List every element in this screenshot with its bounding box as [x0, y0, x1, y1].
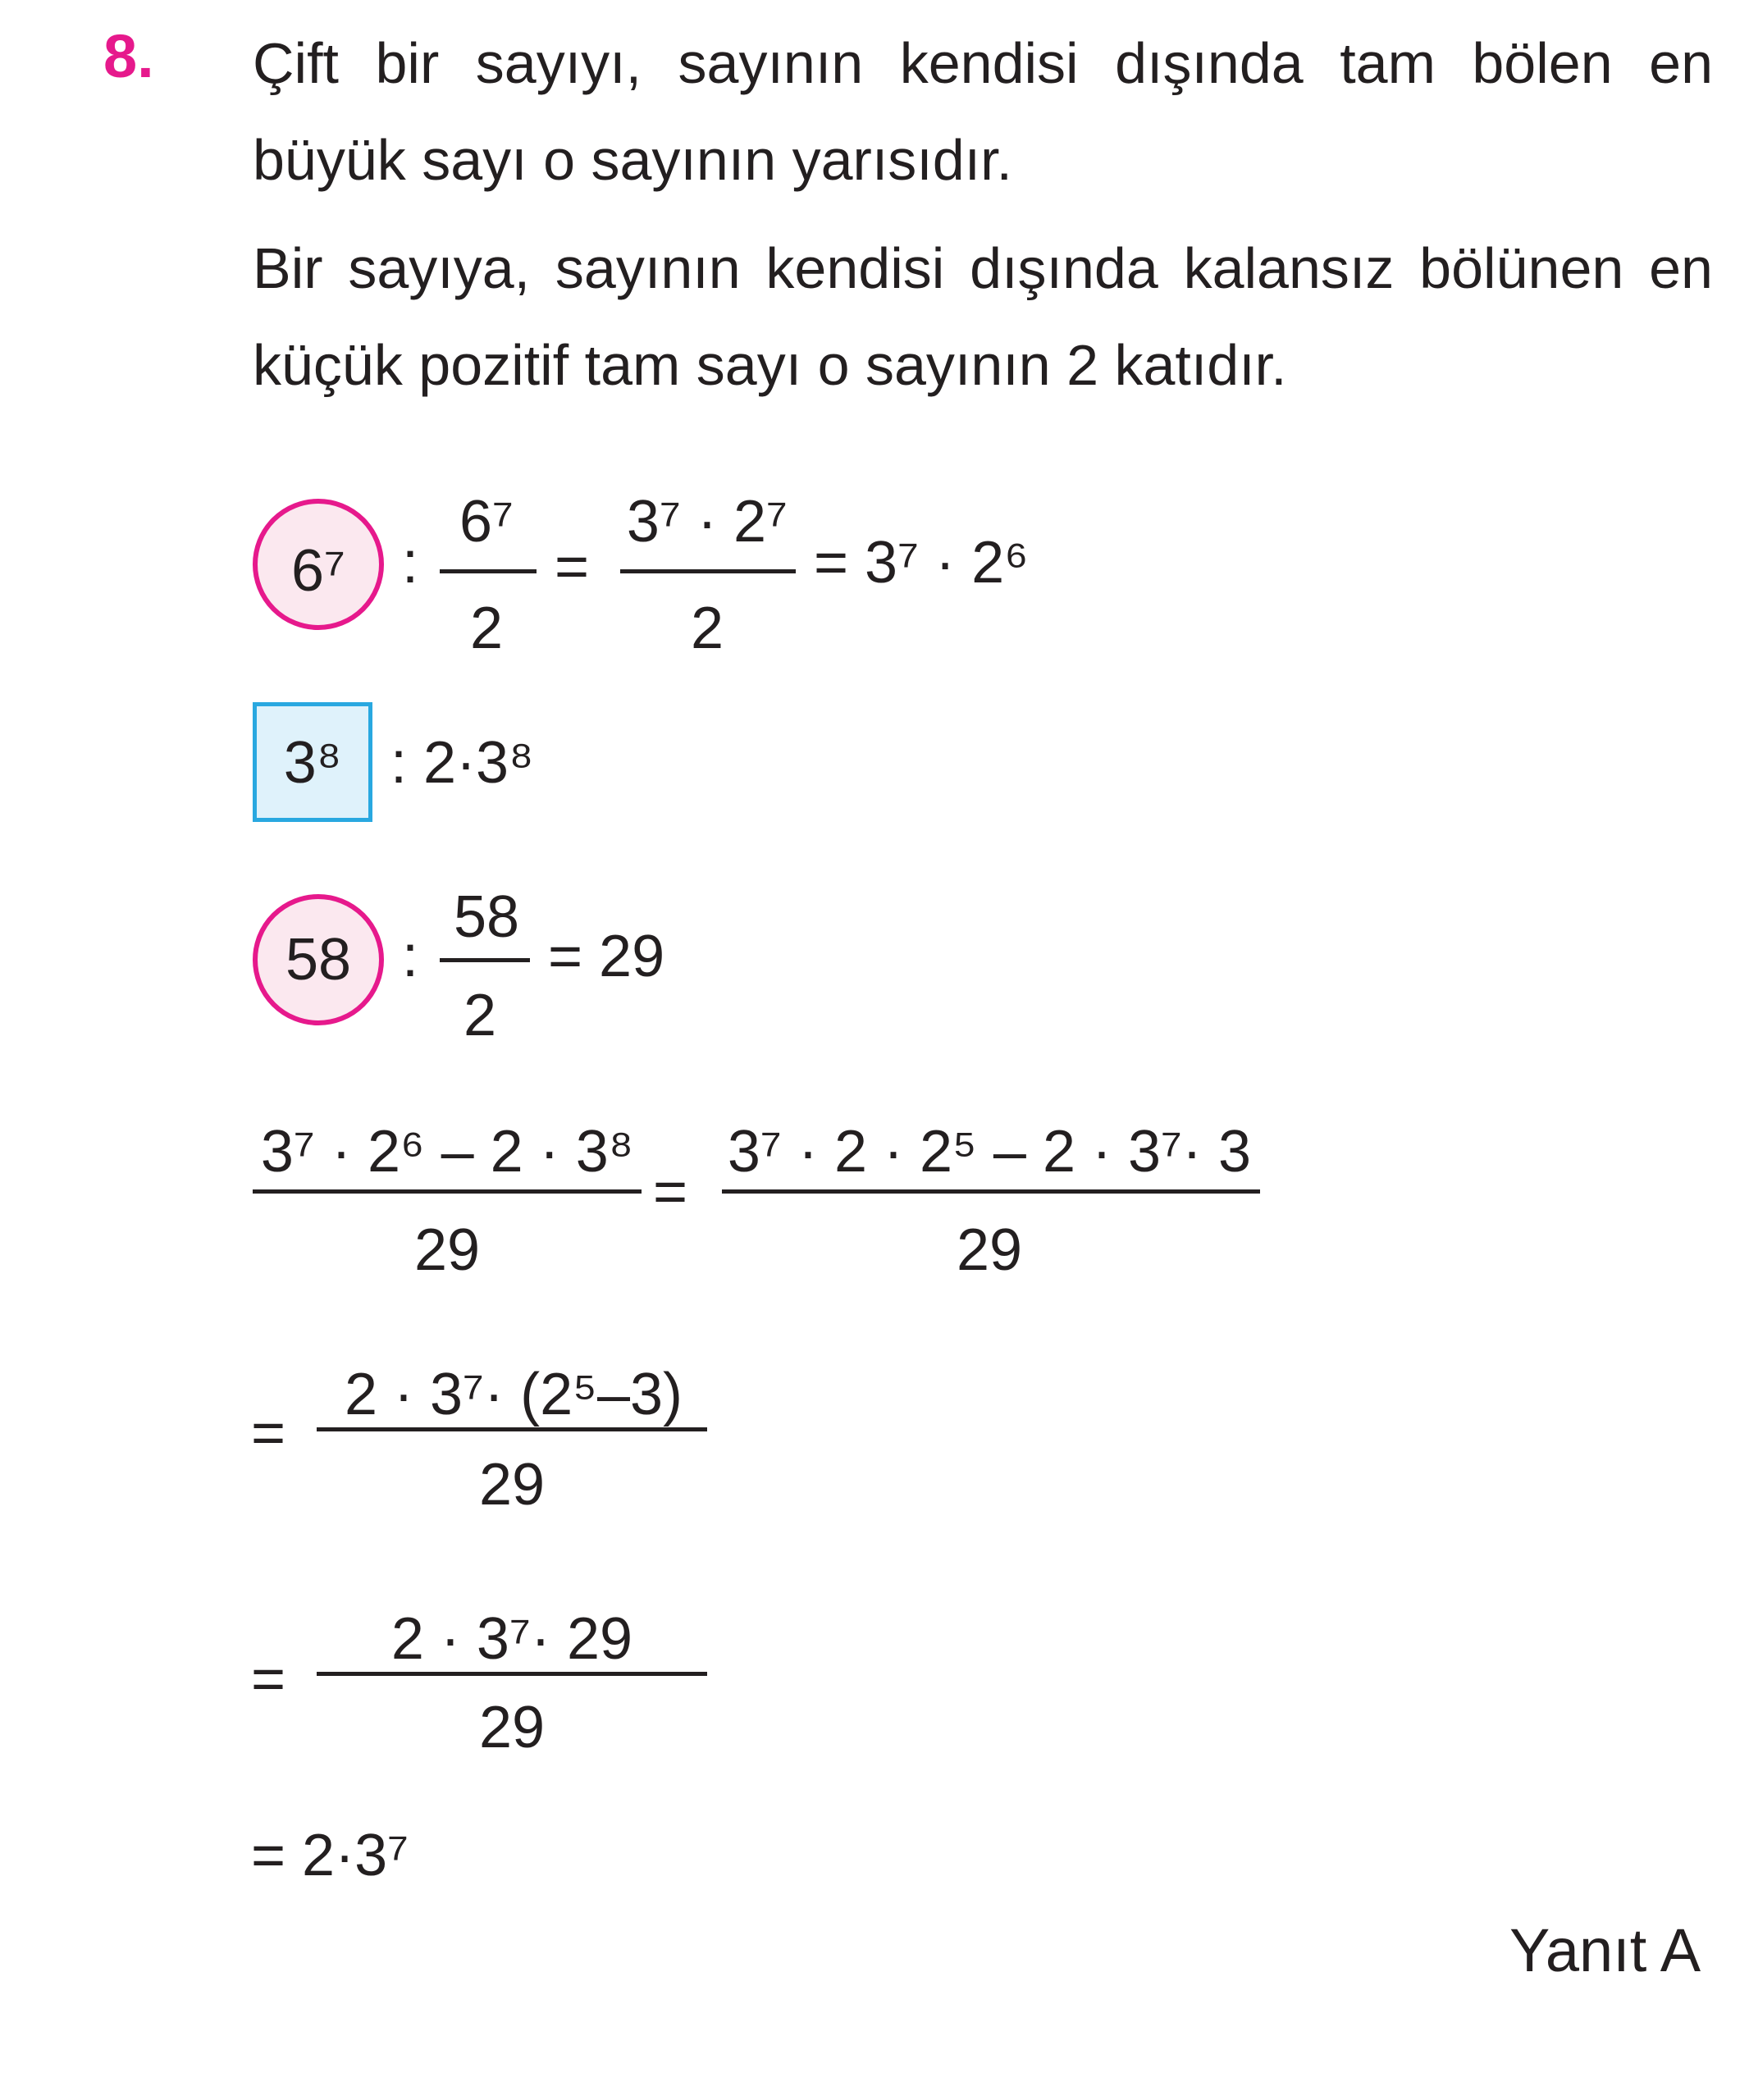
equals-sign-3: = — [251, 1400, 286, 1466]
final-result: = 2·3⁷ — [251, 1823, 409, 1888]
fraction-5-numerator: 3⁷ · 2 · 2⁵ – 2 · 3⁷· 3 — [727, 1119, 1252, 1185]
fraction-2-bar — [620, 569, 796, 573]
circled-label-58: 58 — [285, 927, 352, 993]
step2-expression: : 2·3⁸ — [390, 730, 534, 796]
fraction-5-denominator: 29 — [956, 1217, 1023, 1283]
question-number: 8. — [103, 22, 154, 90]
answer-label: Yanıt A — [1509, 1916, 1701, 1984]
fraction-1-numerator: 6⁷ — [459, 489, 514, 555]
colon-2: : — [402, 924, 419, 989]
fraction-1-bar — [440, 569, 537, 573]
boxed-label: 3⁸ — [283, 730, 342, 796]
fraction-6-numerator: 2 · 3⁷· (2⁵–3) — [344, 1362, 683, 1427]
fraction-2-denominator: 2 — [690, 596, 724, 661]
fraction-1-denominator: 2 — [469, 596, 504, 661]
paragraph-2: Bir sayıya, sayının kendisi dışında kalansız bölünen en küçük pozitif tam sayı o sayının 2 katıdır. — [253, 236, 1713, 397]
paragraph-1: Çift bir sayıyı, sayının kendisi dışında tam bölen en büyük sayı o sayının yarısıdır. — [253, 31, 1713, 192]
equals-sign: = — [555, 534, 590, 600]
fraction-3-numerator: 58 — [453, 884, 520, 950]
fraction-2-numerator: 3⁷ · 2⁷ — [626, 489, 788, 555]
equals-sign-2: = — [653, 1159, 688, 1225]
circled-label: 6⁷ — [290, 538, 346, 604]
fraction-6-denominator: 29 — [478, 1452, 546, 1518]
fraction-7-bar — [317, 1672, 707, 1676]
fraction-5-bar — [722, 1189, 1260, 1194]
fraction-3-bar — [440, 958, 530, 962]
equals-sign-4: = — [251, 1646, 286, 1712]
fraction-7-numerator: 2 · 3⁷· 29 — [390, 1606, 633, 1672]
fraction-7-denominator: 29 — [478, 1695, 546, 1760]
step1-result: = 3⁷ · 2⁶ — [814, 530, 1029, 596]
fraction-4-denominator: 29 — [413, 1217, 481, 1283]
fraction-4-bar — [253, 1189, 642, 1194]
fraction-4-numerator: 3⁷ · 2⁶ – 2 · 3⁸ — [260, 1119, 634, 1185]
step3-result: = 29 — [548, 924, 665, 989]
colon: : — [402, 530, 419, 596]
fraction-3-denominator: 2 — [463, 983, 497, 1048]
fraction-6-bar — [317, 1427, 707, 1431]
